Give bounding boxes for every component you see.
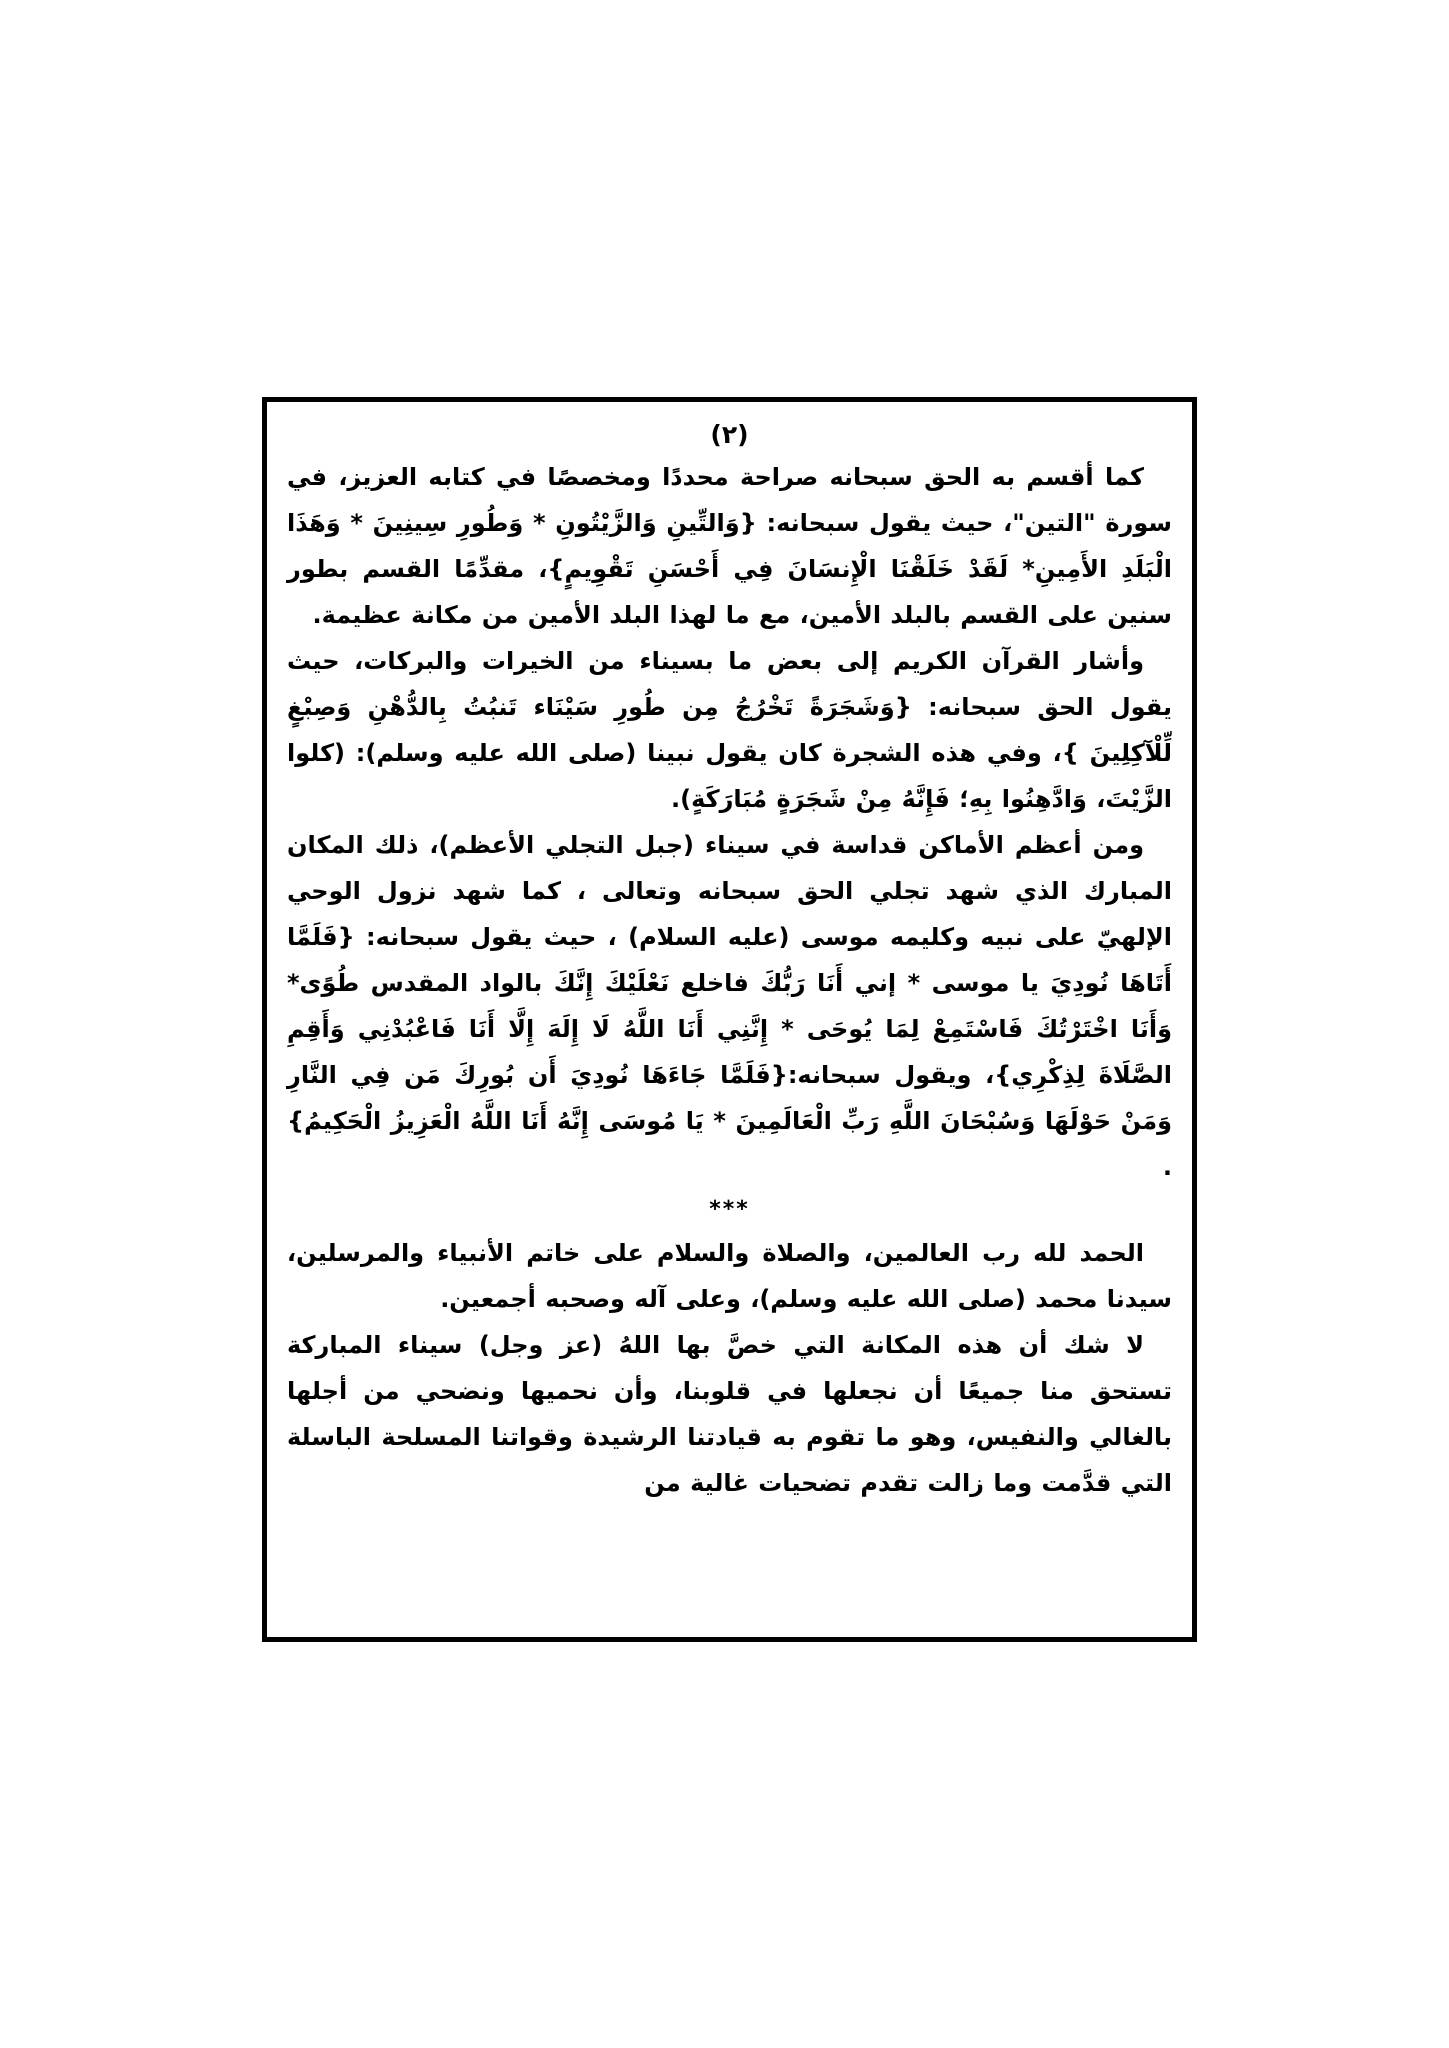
paragraph-duty-protect-sinai: لا شك أن هذه المكانة التي خصَّ بها اللهُ (عز وجل) سيناء المباركة تستحق منا جميعًا أن نجعلها في قلوبنا، وأن نحميها ونضحي من أجلها بالغالي والنفيس، وهو ما تقوم به قيادتنا الرشيدة وقواتنا المسلحة الباسلة التي قدَّمت وما زالت تقدم تضحيات غالية من: [287, 1331, 1172, 1497]
paragraph-mount-transfiguration: ومن أعظم الأماكن قداسة في سيناء (جبل التجلي الأعظم)، ذلك المكان المبارك الذي شهد تجلي الحق سبحانه وتعالى ، كما شهد نزول الوحي الإلهيّ على نبيه وكليمه موسى (عليه السلام) ، حيث يقول سبحانه: {فَلَمَّا أَتَاهَا نُودِيَ يا موسى * إني أَنَا رَبُّكَ فاخلع نَعْلَيْكَ إِنَّكَ بالواد المقدس طُوًى* وَأَنَا اخْتَرْتُكَ فَاسْتَمِعْ لِمَا يُوحَى * إِنَّنِي أَنَا اللَّهُ لَا إِلَهَ إِلَّا أَنَا فَاعْبُدْنِي وَأَقِمِ الصَّلَاةَ لِذِكْرِي}، ويقول سبحانه:{فَلَمَّا جَاءَهَا نُودِيَ أَن بُورِكَ مَن فِي النَّارِ وَمَنْ حَوْلَهَا وَسُبْحَانَ اللَّهِ رَبِّ الْعَالَمِينَ * يَا مُوسَى إِنَّهُ أَنَا اللَّهُ الْعَزِيزُ الْحَكِيمُ} .: [287, 831, 1172, 1181]
page-frame: [262, 397, 1197, 1642]
page-number: (٢): [710, 420, 749, 449]
paragraph-blessings-sinai: وأشار القرآن الكريم إلى بعض ما بسيناء من الخيرات والبركات، حيث يقول الحق سبحانه: {وَشَجَرَةً تَخْرُجُ مِن طُورِ سَيْنَاء تَنبُتُ بِالدُّهْنِ وَصِبْغٍ لِّلْآكِلِينَ }، وفي هذه الشجرة كان يقول نبينا (صلى الله عليه وسلم): (كلوا الزَّيْتَ، وَادَّهِنُوا بِهِ؛ فَإِنَّهُ مِنْ شَجَرَةٍ مُبَارَكَةٍ).: [287, 647, 1172, 813]
paragraph-oath-sinai: كما أقسم به الحق سبحانه صراحة محددًا ومخصصًا في كتابه العزيز، في سورة "التين"، حيث يقول سبحانه: {وَالتِّينِ وَالزَّيْتُونِ * وَطُورِ سِينِينَ * وَهَذَا الْبَلَدِ الأَمِينِ* لَقَدْ خَلَقْنَا الْإِنسَانَ فِي أَحْسَنِ تَقْوِيمٍ}، مقدِّمًا القسم بطور سنين على القسم بالبلد الأمين، مع ما لهذا البلد الأمين من مكانة عظيمة.: [287, 463, 1172, 629]
section-separator: ***: [709, 1197, 750, 1222]
paragraph-praise: الحمد لله رب العالمين، والصلاة والسلام على خاتم الأنبياء والمرسلين، سيدنا محمد (صلى الله عليه وسلم)، وعلى آله وصحبه أجمعين.: [287, 1239, 1172, 1313]
